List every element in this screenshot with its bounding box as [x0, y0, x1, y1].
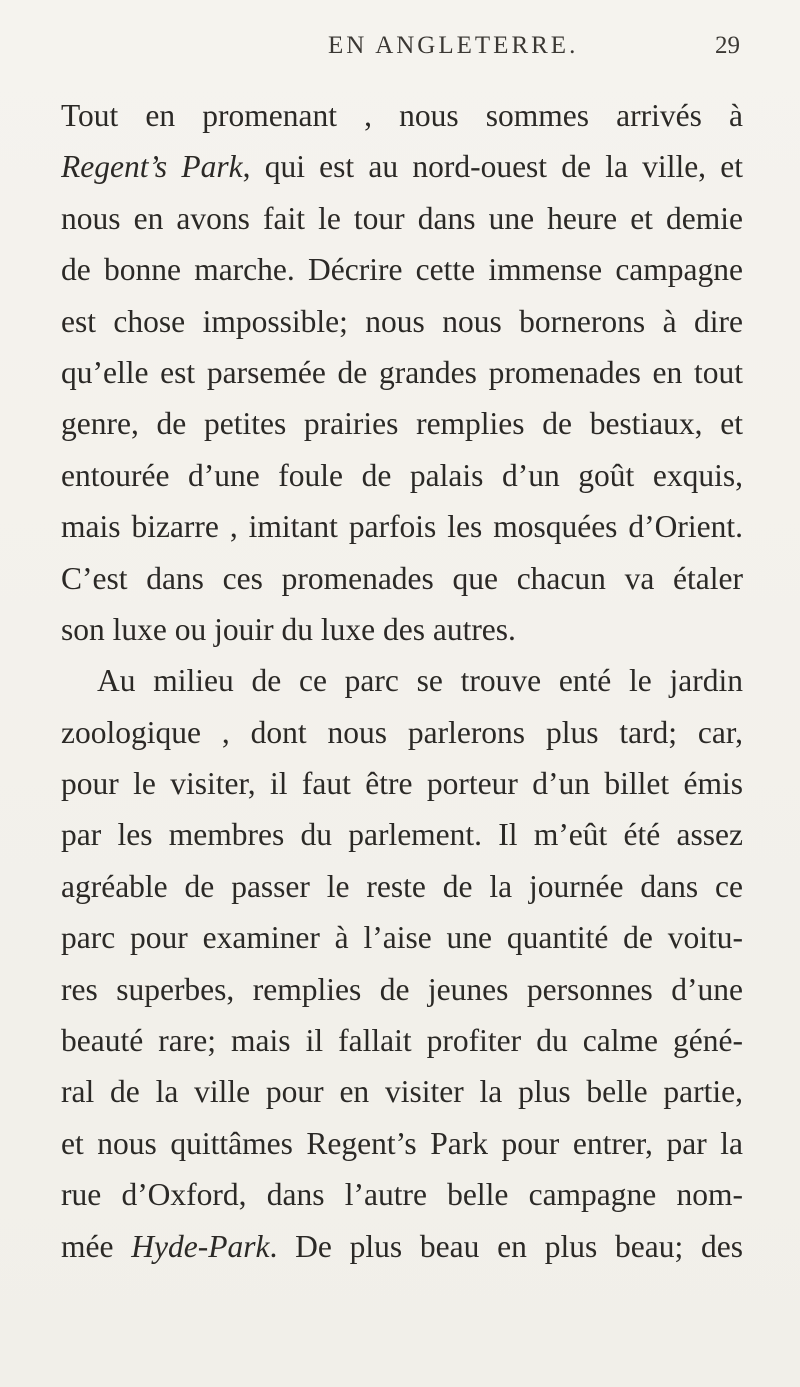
- park-name: Regent’s Park: [61, 149, 243, 185]
- text-line: est chose impossible; nous nous bornerons à dire: [61, 303, 743, 339]
- text-line: parc pour examiner à l’aise une quantité de voitu-: [61, 920, 743, 956]
- text-line: rue d’Oxford, dans l’autre belle campagne nom-: [61, 1177, 743, 1213]
- text-line: pour le visiter, il faut être porteur d’un billet émis: [61, 766, 743, 802]
- running-head-title: EN ANGLETERRE.: [328, 32, 579, 59]
- text-fragment: mée: [61, 1228, 132, 1264]
- text-line: [61, 141, 743, 192]
- text-line: par les membres du parlement. Il m’eût été assez: [61, 817, 743, 853]
- text-line: zoologique , dont nous parlerons plus tard; car,: [61, 714, 743, 750]
- text-line: Tout en promenant , nous sommes arrivés à: [61, 98, 743, 133]
- text-line: agréable de passer le reste de la journée dans ce: [61, 868, 743, 904]
- text-line: entourée d’une foule de palais d’un goût exquis,: [61, 457, 743, 493]
- text-line: res superbes, remplies de jeunes personnes d’une: [61, 971, 743, 1007]
- running-head: [60, 32, 740, 72]
- text-line: mais bizarre , imitant parfois les mosquées d’Orient.: [61, 509, 743, 545]
- text-line: [61, 1221, 743, 1272]
- text-fragment: , qui est au nord-ouest de la ville, et: [242, 149, 743, 185]
- text-line: C’est dans ces promenades que chacun va étaler: [61, 560, 743, 596]
- text-fragment: . De plus beau en plus beau; des: [269, 1228, 743, 1264]
- text-line: son luxe ou jouir du luxe des autres.: [61, 611, 516, 647]
- page-number: 29: [715, 32, 740, 59]
- paragraph-first-line: Au milieu de ce parc se trouve enté le jardin: [97, 663, 743, 699]
- park-name: Hyde-Park: [131, 1228, 270, 1264]
- text-line: qu’elle est parsemée de grandes promenades en tout: [61, 354, 743, 390]
- text-line: de bonne marche. Décrire cette immense campagne: [61, 252, 743, 288]
- text-line: genre, de petites prairies remplies de bestiaux, et: [61, 406, 743, 442]
- text-line: beauté rare; mais il fallait profiter du calme géné-: [61, 1023, 743, 1059]
- text-line: ral de la ville pour en visiter la plus belle partie,: [61, 1074, 743, 1110]
- body-text: [61, 90, 743, 1272]
- text-line: et nous quittâmes Regent’s Park pour entrer, par la: [61, 1125, 743, 1161]
- text-line: nous en avons fait le tour dans une heure et demie: [61, 200, 743, 236]
